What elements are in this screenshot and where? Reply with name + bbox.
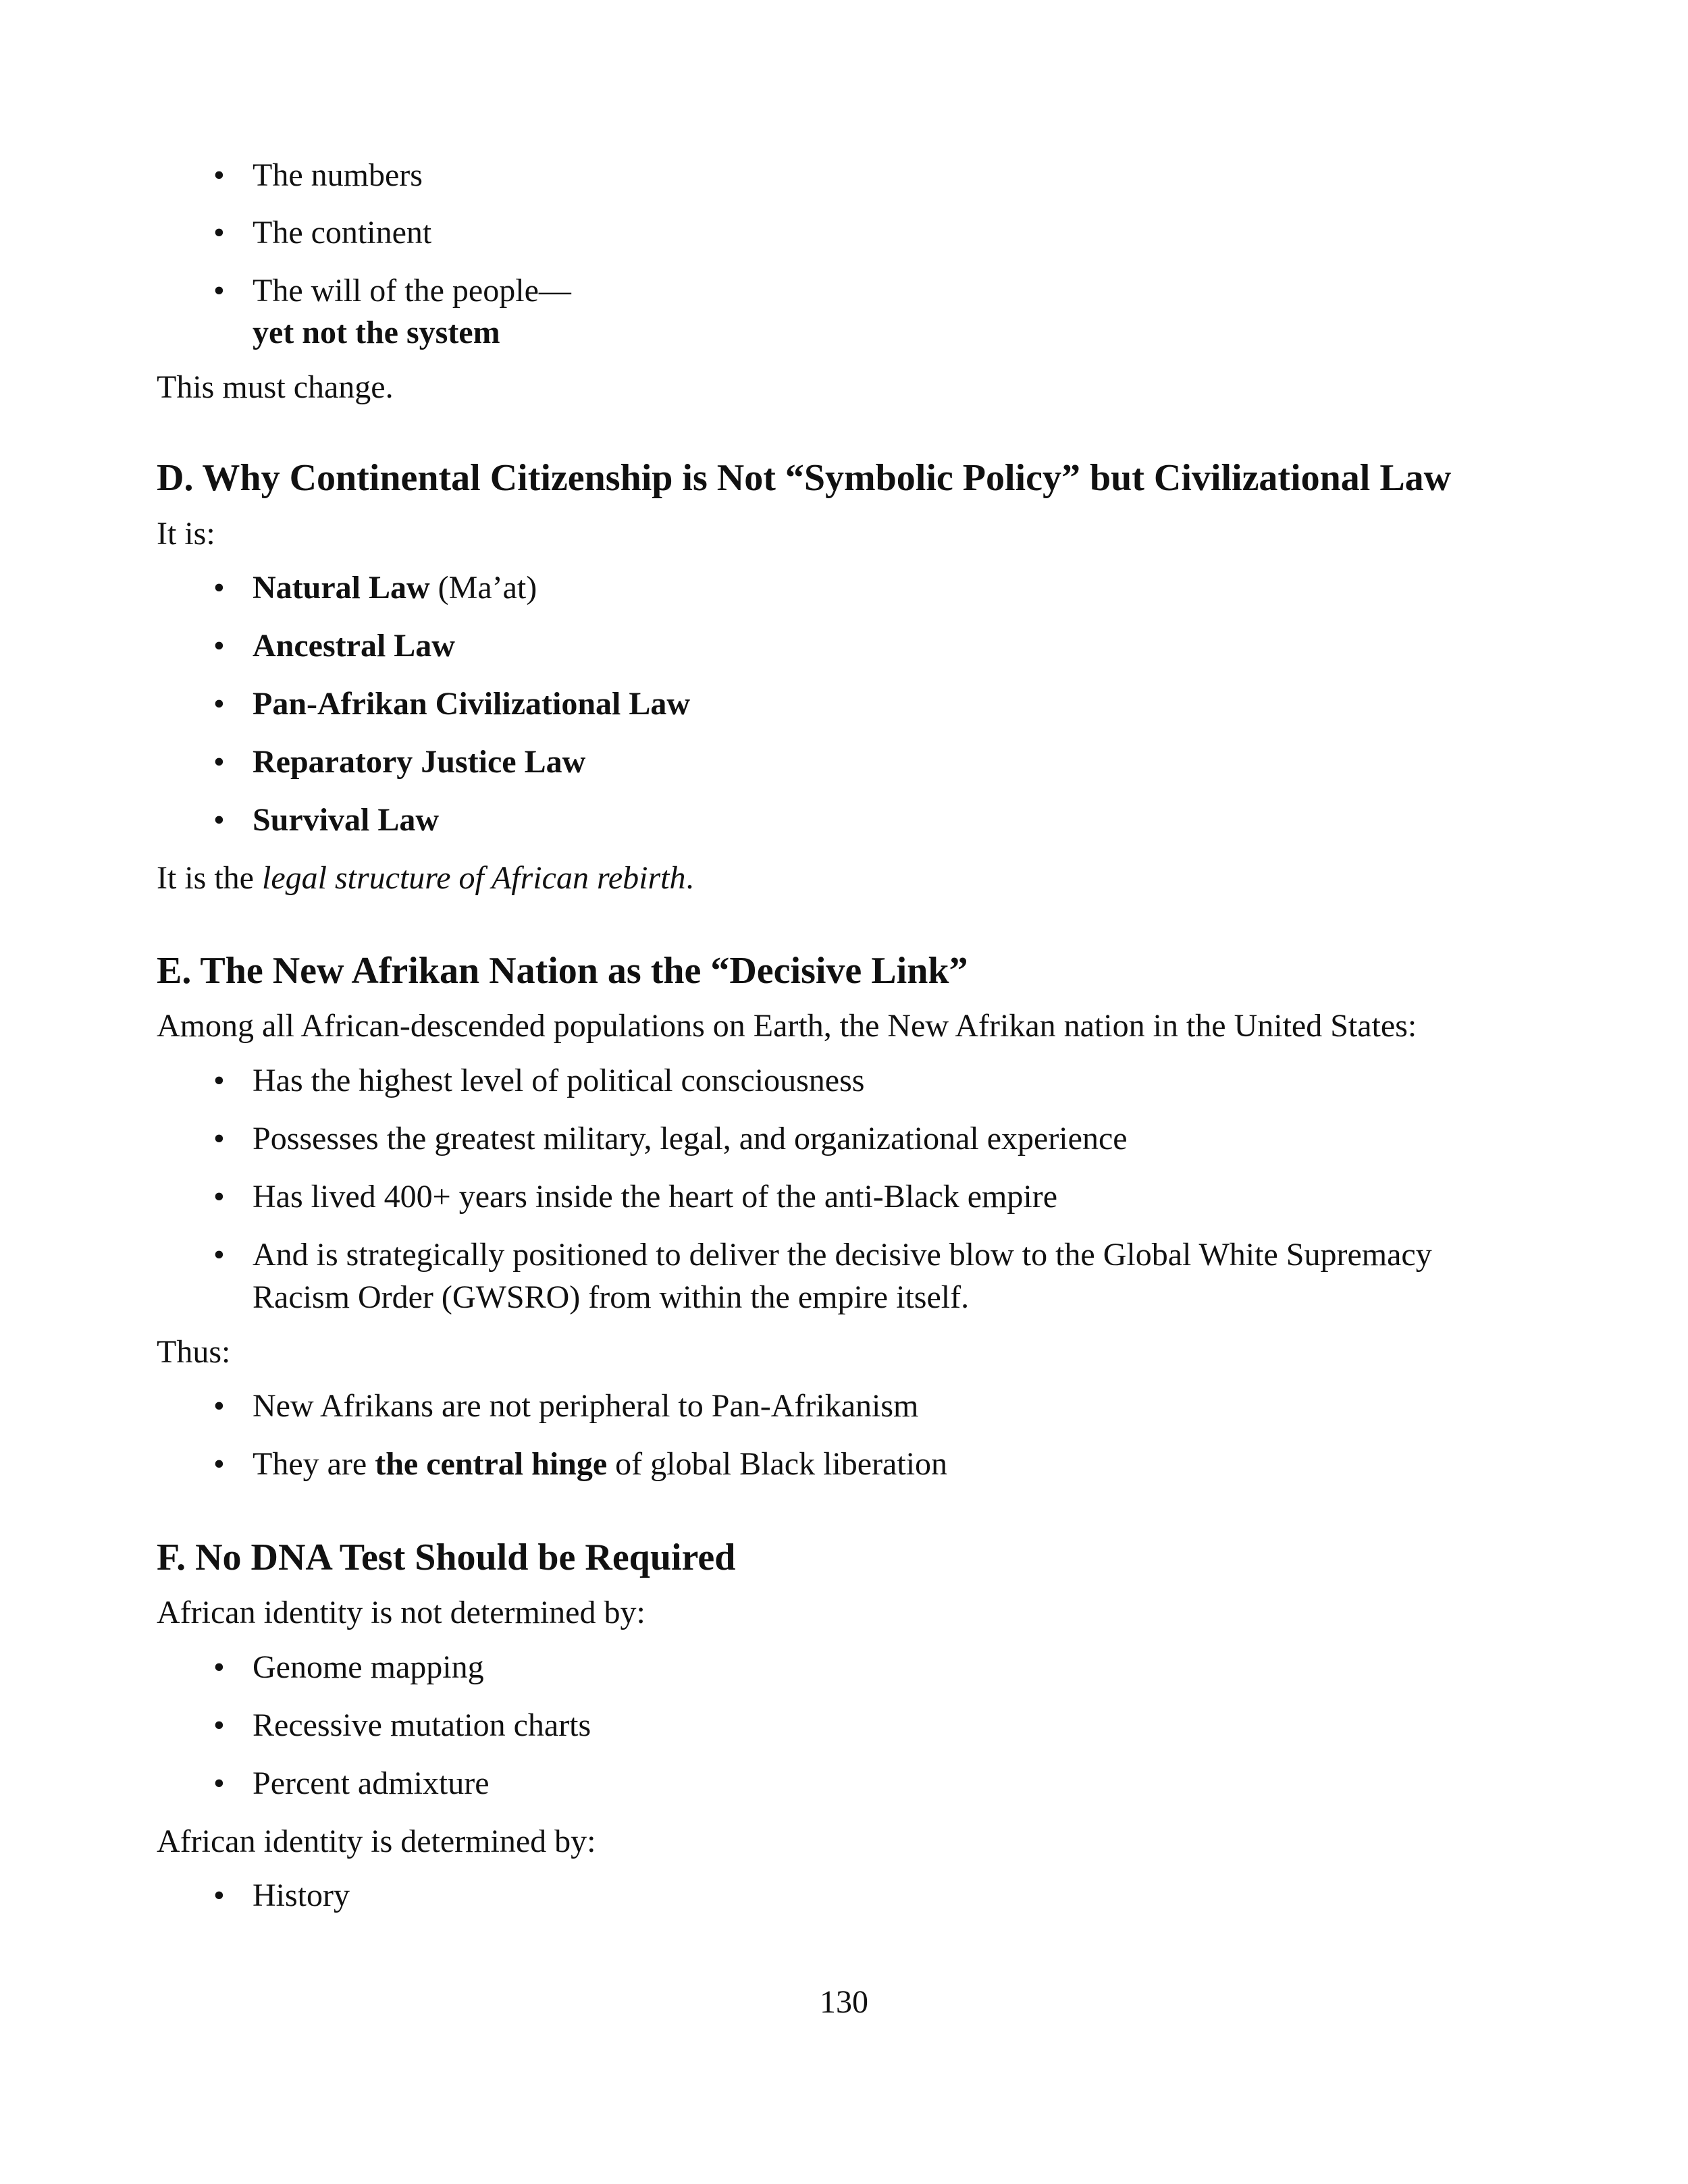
closing-suffix: . — [685, 860, 694, 896]
list-item-pre: They are — [253, 1446, 375, 1482]
list-item-continuation: yet not the system — [253, 315, 500, 350]
list-item-post: of global Black liberation — [607, 1446, 948, 1482]
paragraph: African identity is not determined by: — [157, 1595, 645, 1630]
section-heading: D. Why Continental Citizenship is Not “Symbolic Policy” but Civilizational Law — [157, 457, 1452, 499]
bullet: • — [213, 1707, 225, 1743]
bullet: • — [213, 1063, 225, 1098]
list-item: The continent — [253, 215, 432, 250]
list-item: And is strategically positioned to deliver the decisive blow to the Global White Supremacy — [253, 1237, 1432, 1273]
list-item-bold: the central hinge — [375, 1446, 608, 1482]
bullet: • — [213, 1446, 225, 1482]
list-item: Pan-Afrikan Civilizational Law — [253, 686, 691, 722]
bullet: • — [213, 157, 225, 193]
section-heading: F. No DNA Test Should be Required — [157, 1537, 736, 1578]
list-item — [253, 569, 537, 606]
list-item: Percent admixture — [253, 1765, 490, 1801]
paragraph: Thus: — [157, 1334, 231, 1370]
bullet: • — [213, 1237, 225, 1273]
bullet: • — [213, 802, 225, 838]
bullet: • — [213, 628, 225, 664]
paragraph: Among all African-descended populations on Earth, the New Afrikan nation in the United States: — [157, 1008, 1417, 1044]
closing-prefix: It is the — [157, 860, 262, 896]
list-item — [253, 1445, 947, 1483]
bullet: • — [213, 686, 225, 722]
bullet: • — [213, 1877, 225, 1913]
list-item: New Afrikans are not peripheral to Pan-Afrikanism — [253, 1388, 919, 1424]
list-item-bold: Natural Law — [253, 570, 430, 606]
bullet: • — [213, 1765, 225, 1801]
bullet: • — [213, 570, 225, 606]
list-item: Ancestral Law — [253, 628, 455, 664]
bullet: • — [213, 1179, 225, 1215]
list-item: The will of the people— — [253, 273, 571, 309]
paragraph: This must change. — [157, 369, 394, 405]
list-item: The numbers — [253, 157, 423, 193]
list-item-continuation: Racism Order (GWSRO) from within the empire itself. — [253, 1279, 970, 1315]
section-heading: E. The New Afrikan Nation as the “Decisive Link” — [157, 950, 968, 992]
bullet: • — [213, 1388, 225, 1424]
list-item-rest: (Ma’at) — [429, 570, 537, 606]
list-item: Possesses the greatest military, legal, and organizational experience — [253, 1121, 1128, 1156]
closing-italic: legal structure of African rebirth — [261, 860, 686, 896]
list-item: Recessive mutation charts — [253, 1707, 591, 1743]
list-item: Survival Law — [253, 802, 440, 838]
list-item: History — [253, 1877, 350, 1913]
list-item: Reparatory Justice Law — [253, 744, 586, 780]
bullet: • — [213, 1121, 225, 1156]
bullet: • — [213, 273, 225, 309]
page-number: 130 — [820, 1984, 868, 2020]
bullet: • — [213, 215, 225, 250]
list-item: Has lived 400+ years inside the heart of the anti-Black empire — [253, 1179, 1058, 1215]
paragraph: African identity is determined by: — [157, 1823, 596, 1859]
paragraph — [157, 859, 694, 897]
list-item: Has the highest level of political consciousness — [253, 1063, 865, 1098]
list-item: Genome mapping — [253, 1649, 484, 1685]
bullet: • — [213, 1649, 225, 1685]
paragraph: It is: — [157, 516, 215, 552]
bullet: • — [213, 744, 225, 780]
